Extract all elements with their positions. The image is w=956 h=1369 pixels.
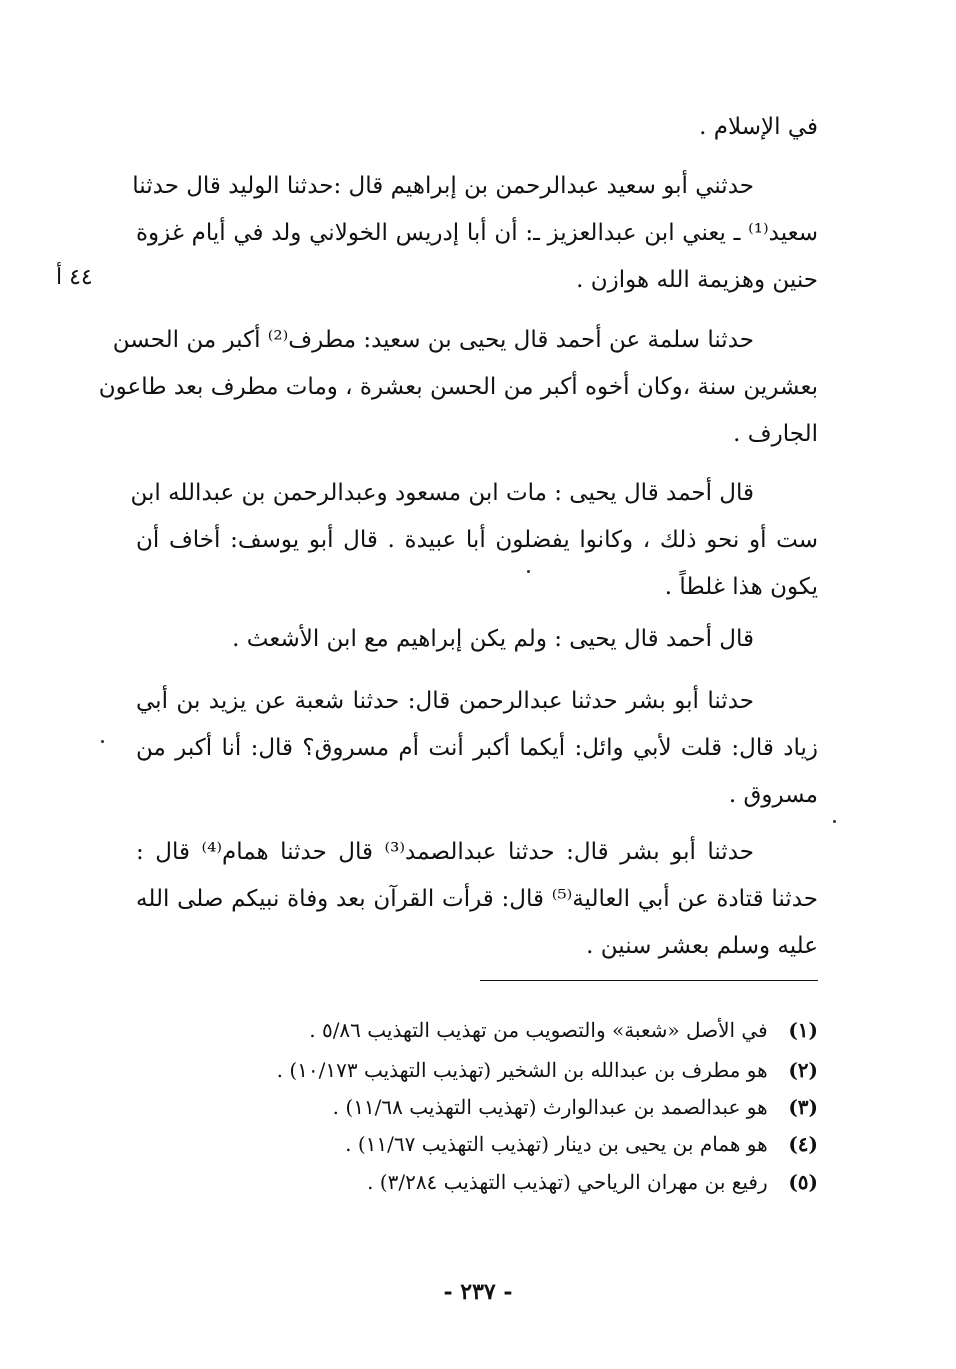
footnote-text: في الأصل «شعبة» والتصويب من تهذيب التهذيب ٥/٨٦ . — [309, 1018, 768, 1042]
footnote — [345, 1124, 818, 1164]
footnote-number: (٣) — [788, 1095, 818, 1119]
text-line: في الإسلام . — [699, 114, 818, 140]
text-line: قال أحمد قال يحيى : ولم يكن إبراهيم مع ابن الأشعث . — [232, 626, 754, 652]
text-line: بعشرين سنة ،وكان أخوه أكبر من الحسن بعشرة ، ومات مطرف بعد طاعون — [98, 374, 818, 400]
text-line: قال أحمد قال يحيى : مات ابن مسعود وعبدالرحمن بن عبدالله ابن — [130, 480, 754, 506]
footnote — [277, 1050, 818, 1090]
text-line: حدثنا قتادة عن أبي العالية⁽⁵⁾ قال: قرأت القرآن بعد وفاة نبيكم صلى الله — [136, 886, 818, 912]
text-line: حنين وهزيمة الله هوازن . — [576, 267, 818, 293]
scan-speck — [527, 570, 530, 573]
footnote-number: (١) — [788, 1018, 818, 1042]
footnote-text: هو عبدالصمد بن عبدالوارث (تهذيب التهذيب ١١/٦٨) . — [332, 1095, 768, 1119]
text-line: حدثني أبو سعيد عبدالرحمن بن إبراهيم قال :حدثنا الوليد قال حدثنا — [132, 173, 754, 199]
text-line: سعيد⁽¹⁾ ـ يعني ابن عبدالعزيز ـ: أن أبا إدريس الخولاني ولد في أيام غزوة — [136, 220, 818, 246]
footnote — [333, 1087, 818, 1127]
text-line: زياد قال: قلت لأبي وائل: أيكما أكبر أنت أم مسروق؟ قال: أنا أكبر من — [136, 735, 818, 761]
footnote-number: (٢) — [788, 1058, 818, 1082]
text-line: مسروق . — [728, 782, 818, 808]
scan-speck — [101, 740, 104, 743]
text-line: حدثنا أبو بشر حدثنا عبدالرحمن قال: حدثنا شعبة عن يزيد بن أبي — [136, 688, 754, 714]
text-line: حدثنا سلمة عن أحمد قال يحيى بن سعيد: مطرف⁽²⁾ أكبر من الحسن — [112, 327, 754, 353]
footnote-text: هو همام بن يحيى بن دينار (تهذيب التهذيب ١١/٦٧) . — [345, 1132, 768, 1156]
text-line: الجارف . — [733, 421, 818, 447]
text-line: عليه وسلم بعشر سنين . — [586, 933, 818, 959]
page-number: - ٢٣٧ - — [443, 1279, 513, 1305]
manuscript-folio-note: ٤٤ أ — [56, 265, 93, 290]
footnote-divider — [480, 980, 818, 981]
footnote-number: (٤) — [788, 1132, 818, 1156]
text-line: يكون هذا غلطاً . — [664, 574, 818, 600]
footnote — [367, 1162, 818, 1202]
footnote-number: (٥) — [788, 1170, 818, 1194]
footnote-text: هو مطرف بن عبدالله بن الشخير (تهذيب التهذيب ١٠/١٧٣) . — [276, 1058, 768, 1082]
scan-speck — [833, 820, 836, 823]
text-line: ست أو نحو ذلك ، وكانوا يفضلون أبا عبيدة . قال أبو يوسف: أخاف أن — [136, 527, 818, 553]
footnote-text: رفيع بن مهران الرياحي (تهذيب التهذيب ٣/٢٨٤) . — [367, 1170, 768, 1194]
footnote — [309, 1010, 818, 1050]
text-line: حدثنا أبو بشر قال: حدثنا عبدالصمد⁽³⁾ قال حدثنا همام⁽⁴⁾ قال : — [136, 839, 754, 865]
